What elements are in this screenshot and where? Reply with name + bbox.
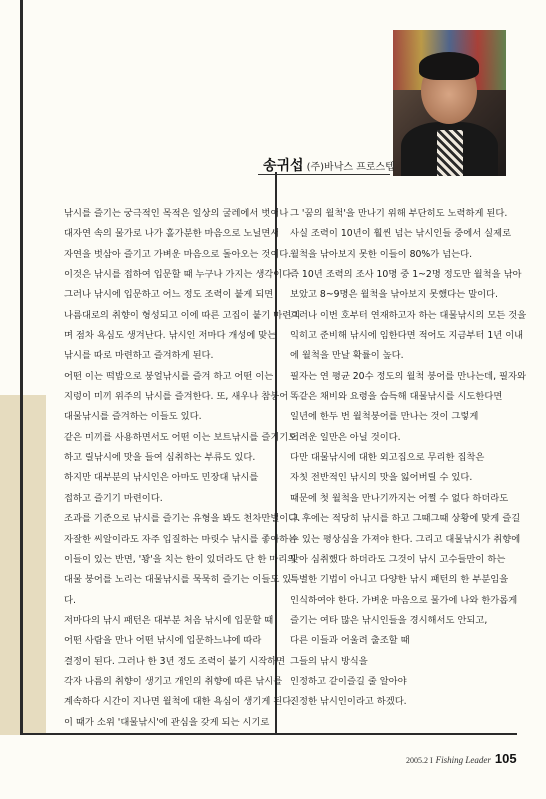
text-line: 보았고 8~9명은 월척을 낚아보지 못했다는 말이다. — [290, 289, 498, 301]
text-line: 특별한 기법이 아니고 다양한 낚시 패턴의 한 부분임을 — [290, 574, 509, 586]
bottom-border-rule — [20, 733, 517, 735]
text-line: 진정한 낚시인이라고 하겠다. — [290, 696, 407, 708]
text-line: 낚시를 즐기는 궁극적인 목적은 일상의 굴레에서 벗어나 — [64, 208, 289, 219]
text-line: 같은 미끼를 사용하면서도 어떤 이는 보트낚시를 즐기기도 — [64, 431, 298, 443]
text-line: 때문에 첫 월척을 만나기까지는 어쩔 수 없다 하더라도 — [290, 492, 509, 504]
text-line: 대물 붕어를 노리는 대물낚시를 묵묵히 즐기는 이들도 있 — [64, 574, 292, 586]
author-photo — [393, 30, 506, 176]
text-line: 그러나 이번 호부터 연재하고자 하는 대물낚시의 모든 것을 — [290, 309, 527, 321]
text-line: 자칫 전반적인 낚시의 맛을 잃어버릴 수 있다. — [290, 472, 473, 484]
text-line: 즐기는 여타 많은 낚시인들을 경시해서도 안되고, — [290, 614, 488, 626]
text-line: 낚시를 따로 마련하고 즐겨하게 된다. — [64, 350, 214, 362]
text-line: 필자는 연 평균 20수 정도의 월척 붕어를 만나는데, 필자와 — [290, 370, 527, 382]
text-line: 각자 나름의 취향이 생기고 개인의 취향에 따른 낚시를 — [64, 675, 283, 687]
photo-shirt — [437, 130, 463, 176]
text-line: 그들의 낚시 방식을 — [290, 655, 368, 667]
text-line: 이것은 낚시를 접하여 입문할 때 누구나 가지는 생각이다. — [64, 269, 295, 281]
left-border-rule — [20, 0, 23, 735]
text-line: 그 후에는 적당히 낚시를 하고 그때그때 상황에 맞게 즐길 — [290, 513, 521, 525]
footer-issue: 2005.2 I — [406, 756, 433, 765]
text-line: 맞아 심취했다 하더라도 그것이 낚시 고수들만이 하는 — [290, 553, 506, 565]
text-line: 나름대로의 취향이 형성되고 이에 따른 고집이 붙기 마련이 — [64, 309, 301, 321]
text-line: 접하고 즐기기 마련이다. — [64, 492, 163, 504]
text-line: 지렁이 미끼 위주의 낚시를 즐겨한다. 또, 새우나 참붕어 — [64, 391, 289, 403]
author-name: 송귀섭 — [263, 158, 304, 174]
text-line: 저마다의 낚시 패턴은 대부분 처음 낚시에 입문할 때 — [64, 614, 274, 626]
article-column-left — [64, 204, 300, 733]
text-line: 자잘한 씨알이라도 자주 입질하는 마릿수 낚시를 좋아하는 — [64, 533, 298, 545]
author-affiliation: (주)바낙스 프로스텝 — [306, 162, 395, 173]
page-number: 105 — [494, 751, 517, 766]
article-column-right — [290, 204, 526, 713]
text-line: 그러나 낚시에 입문하고 어느 정도 조력이 붙게 되면 — [64, 289, 274, 301]
text-line: 다. — [64, 594, 76, 606]
text-line: 어떤 사람을 만나 어떤 낚시에 입문하느냐에 따라 — [64, 635, 262, 647]
text-line: 하고 릴낚시에 맛을 들여 심취하는 부류도 있다. — [64, 452, 256, 464]
text-line: 사실 조력이 10년이 훨씬 넘는 낚시인들 중에서 실제로 — [290, 228, 512, 240]
text-line: 그 '꿈의 월척'을 만나기 위해 부단히도 노력하게 된다. — [290, 208, 508, 219]
text-line: 즉 10년 조력의 조사 10명 중 1~2명 정도만 월척을 낚아 — [290, 269, 522, 281]
byline-underline — [258, 174, 390, 175]
text-line: 계속하다 시간이 지나면 월척에 대한 욕심이 생기게 된다. — [64, 696, 295, 708]
text-line: 일년에 한두 번 월척붕어를 만나는 것이 그렇게 — [290, 411, 479, 423]
text-line: 다른 이들과 어울려 출조할 때 — [290, 635, 410, 647]
text-line: 대자연 속의 물가로 나가 홀가분한 마음으로 노닐면서 — [64, 228, 280, 240]
text-line: 대물낚시를 즐겨하는 이들도 있다. — [64, 411, 202, 423]
text-line: 며 점차 욕심도 생겨난다. 낚시인 저마다 개성에 맞는 — [64, 330, 277, 342]
decorative-band — [0, 395, 46, 735]
text-line: 수 있는 평상심을 가져야 한다. 그리고 대물낚시가 취향에 — [290, 533, 521, 545]
text-line: 다만 대물낚시에 대한 외고집으로 무리한 집착은 — [290, 452, 485, 464]
text-line: 인정하고 같이즐길 줄 알아야 — [290, 675, 407, 687]
text-line: 에 월척을 만날 확률이 높다. — [290, 350, 404, 362]
text-line: 조과를 기준으로 낚시를 즐기는 유형을 봐도 천차만별이다. — [64, 513, 301, 525]
text-line: 인식하여야 한다. 가벼운 마음으로 물가에 나와 한가롭게 — [290, 594, 518, 606]
page-footer — [406, 750, 517, 768]
text-line: 월척을 낚아보지 못한 이들이 80%가 넘는다. — [290, 248, 473, 260]
text-line: 결정이 된다. 그러나 한 3년 정도 조력이 붙기 시작하면 — [64, 655, 286, 667]
author-byline — [263, 155, 395, 175]
text-line: 이들이 있는 반면, '꽝'을 치는 한이 있더라도 단 한 마리의 — [64, 553, 297, 565]
text-line: 자연을 벗삼아 즐기고 가벼운 마음으로 돌아오는 것이다. — [64, 248, 292, 260]
text-line: 익히고 준비해 낚시에 임한다면 적어도 지금부터 1년 이내 — [290, 330, 524, 342]
footer-magazine: Fishing Leader — [435, 755, 491, 765]
text-line: 어려운 일만은 아닐 것이다. — [290, 431, 401, 443]
photo-hair — [419, 52, 479, 80]
text-line: 똑같은 채비와 요령을 습득해 대물낚시를 시도한다면 — [290, 391, 503, 403]
text-line: 이 때가 소위 '대물낚시'에 관심을 갖게 되는 시기로 — [64, 716, 270, 728]
text-line: 어떤 이는 떡밥으로 붕얼낚시를 즐겨 하고 어떤 이는 — [64, 370, 274, 382]
text-line: 하지만 대부분의 낚시인은 아마도 민장대 낚시를 — [64, 472, 259, 484]
